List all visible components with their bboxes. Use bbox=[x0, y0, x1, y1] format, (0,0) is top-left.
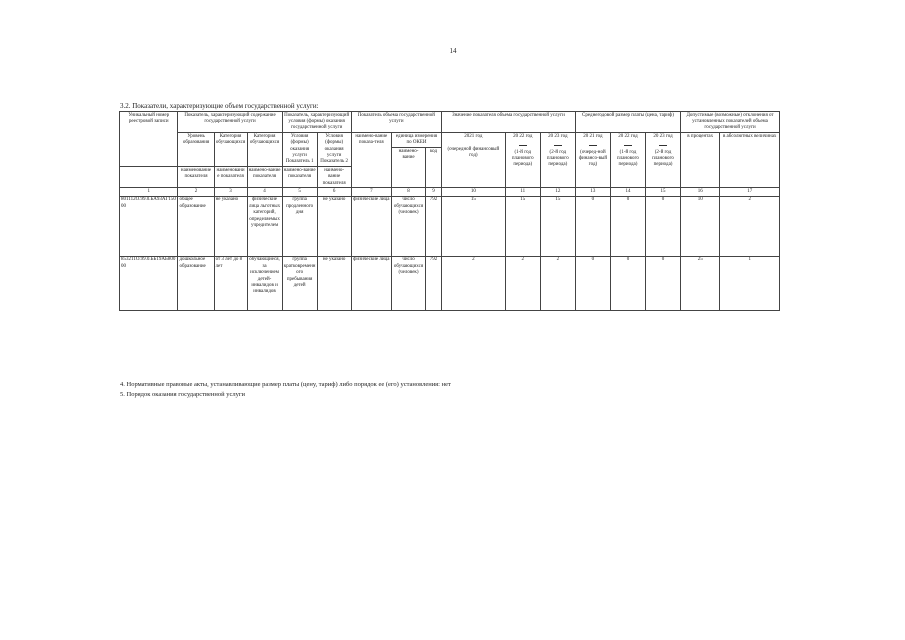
table-cell: группа продленного дня bbox=[282, 196, 317, 256]
table-row bbox=[120, 196, 780, 256]
table-cell: 792 bbox=[426, 256, 442, 310]
header-unit-okei: единица измерения по ОКЕИ bbox=[392, 133, 442, 148]
header-conditions-group: Показатель, характеризующий условия (формы) оказания государственной услуги bbox=[282, 112, 351, 133]
table-cell: не указано bbox=[317, 256, 351, 310]
header-unit-code: код bbox=[426, 148, 442, 188]
header-price-group: Среднегодовой размер платы (цена, тариф) bbox=[575, 112, 680, 133]
table-cell: число обучающихся (человек) bbox=[392, 256, 426, 310]
header-year3-value: 20 23 год (2-й год планового периода) bbox=[540, 133, 575, 188]
column-number: 5 bbox=[282, 188, 317, 196]
header-year1-price: 20 21 год (очеред-ной финансо-вый год) bbox=[575, 133, 610, 188]
header-indicator-name-1: наименование показателя bbox=[178, 167, 214, 188]
column-number: 7 bbox=[351, 188, 391, 196]
table-cell: не указано bbox=[317, 196, 351, 256]
column-numbers-row bbox=[120, 188, 780, 196]
column-number: 13 bbox=[575, 188, 610, 196]
header-deviation-group: Допустимые (возможные) отклонения от установленных показателей объема государственной услуги bbox=[681, 112, 780, 133]
column-number: 15 bbox=[646, 188, 681, 196]
column-number: 6 bbox=[317, 188, 351, 196]
table-cell: 0 bbox=[610, 196, 645, 256]
table-cell: 2 bbox=[441, 256, 505, 310]
header-volume-name: наимено-вание показа-теля bbox=[351, 133, 391, 188]
header-year2-price: 20 22 год (1-й год планового периода) bbox=[610, 133, 645, 188]
service-procedure-text: 5. Порядок оказания государственной услуги bbox=[120, 391, 245, 398]
column-number: 1 bbox=[120, 188, 178, 196]
table-cell: 0 bbox=[646, 256, 681, 310]
column-number: 4 bbox=[247, 188, 282, 196]
table-cell: 15 bbox=[441, 196, 505, 256]
header-value-group: Значение показателя объема государственной услуги bbox=[441, 112, 575, 133]
table-cell: физические лица bbox=[351, 196, 391, 256]
header-cond2: Условия (формы) оказания услуги Показатель 2 bbox=[317, 133, 351, 167]
table-cell: 25 bbox=[681, 256, 720, 310]
table-cell: 10 bbox=[681, 196, 720, 256]
column-number: 14 bbox=[610, 188, 645, 196]
column-number: 17 bbox=[720, 188, 780, 196]
header-indicator-name-5: наимено-вание показателя bbox=[317, 167, 351, 188]
table-row bbox=[120, 256, 780, 310]
table-cell: дошкольное образование bbox=[178, 256, 214, 310]
table-cell: от 3 лет до 8 лет bbox=[214, 256, 247, 310]
table-cell: 792 bbox=[426, 196, 442, 256]
volume-indicators-table bbox=[119, 111, 780, 311]
column-number: 9 bbox=[426, 188, 442, 196]
header-cond1: Условия (формы) оказания услуги Показатель 1 bbox=[282, 133, 317, 167]
table-cell: физические лица льготных категорий, определяемых учредителем bbox=[247, 196, 282, 256]
table-cell: 1 bbox=[720, 256, 780, 310]
header-unit-name: наимено-вание bbox=[392, 148, 426, 188]
column-number: 8 bbox=[392, 188, 426, 196]
table-cell: общее образование bbox=[178, 196, 214, 256]
table-cell: 15 bbox=[540, 196, 575, 256]
table-cell: 2 bbox=[720, 196, 780, 256]
registry-number: 853211О.99.0.ББ19АБ80000 bbox=[120, 256, 178, 310]
column-number: 2 bbox=[178, 188, 214, 196]
column-number: 10 bbox=[441, 188, 505, 196]
table-cell: обучающиеся, за исключением детей-инвалидов и инвалидов bbox=[247, 256, 282, 310]
header-registry: Уникальный номер реестровой записи bbox=[120, 112, 178, 167]
column-number: 11 bbox=[505, 188, 540, 196]
table-cell: физические лица bbox=[351, 256, 391, 310]
normative-acts-text: 4. Нормативные правовые акты, устанавливающие размер платы (цену, тариф) либо порядок ее (его) установления: нет bbox=[120, 381, 451, 388]
table-cell: 0 bbox=[575, 256, 610, 310]
header-indicator-name-4: наимено-вание показателя bbox=[282, 167, 317, 188]
table-cell: 0 bbox=[646, 196, 681, 256]
registry-number: 801112О.99.0.БА93АГ15000 bbox=[120, 196, 178, 256]
header-abs: в абсолютных величинах bbox=[720, 133, 780, 188]
page-number: 14 bbox=[449, 47, 457, 55]
header-level: Уровень образования bbox=[178, 133, 214, 167]
table-cell: не указано bbox=[214, 196, 247, 256]
header-indicator-name-2: наименование показателя bbox=[214, 167, 247, 188]
table-cell: 0 bbox=[610, 256, 645, 310]
header-registry-blank bbox=[120, 167, 178, 188]
header-indicator-name-3: наимено-вание показателя bbox=[247, 167, 282, 188]
header-year2-value: 20 22 год (1-й год планового периода) bbox=[505, 133, 540, 188]
table-cell: 0 bbox=[575, 196, 610, 256]
header-pct: в процентах bbox=[681, 133, 720, 188]
table-cell: 2 bbox=[540, 256, 575, 310]
section-title: 3.2. Показатели, характеризующие объем государственной услуги: bbox=[120, 102, 319, 110]
column-number: 3 bbox=[214, 188, 247, 196]
header-category2: Категория обучающихся bbox=[247, 133, 282, 167]
header-year1-value: 2021 год (очередной финансовый год) bbox=[441, 133, 505, 188]
column-number: 16 bbox=[681, 188, 720, 196]
table-cell: число обучающихся (человек) bbox=[392, 196, 426, 256]
header-content-group: Показатель, характеризующий содержание государственной услуги bbox=[178, 112, 282, 133]
table-cell: 2 bbox=[505, 256, 540, 310]
header-year3-price: 20 23 год (2-й год планового периода) bbox=[646, 133, 681, 188]
header-category1: Категория обучающихся bbox=[214, 133, 247, 167]
header-volume-group: Показатель объема государственной услуги bbox=[351, 112, 441, 133]
table-cell: 15 bbox=[505, 196, 540, 256]
table-cell: группа кратковременного пребывания детей bbox=[282, 256, 317, 310]
column-number: 12 bbox=[540, 188, 575, 196]
